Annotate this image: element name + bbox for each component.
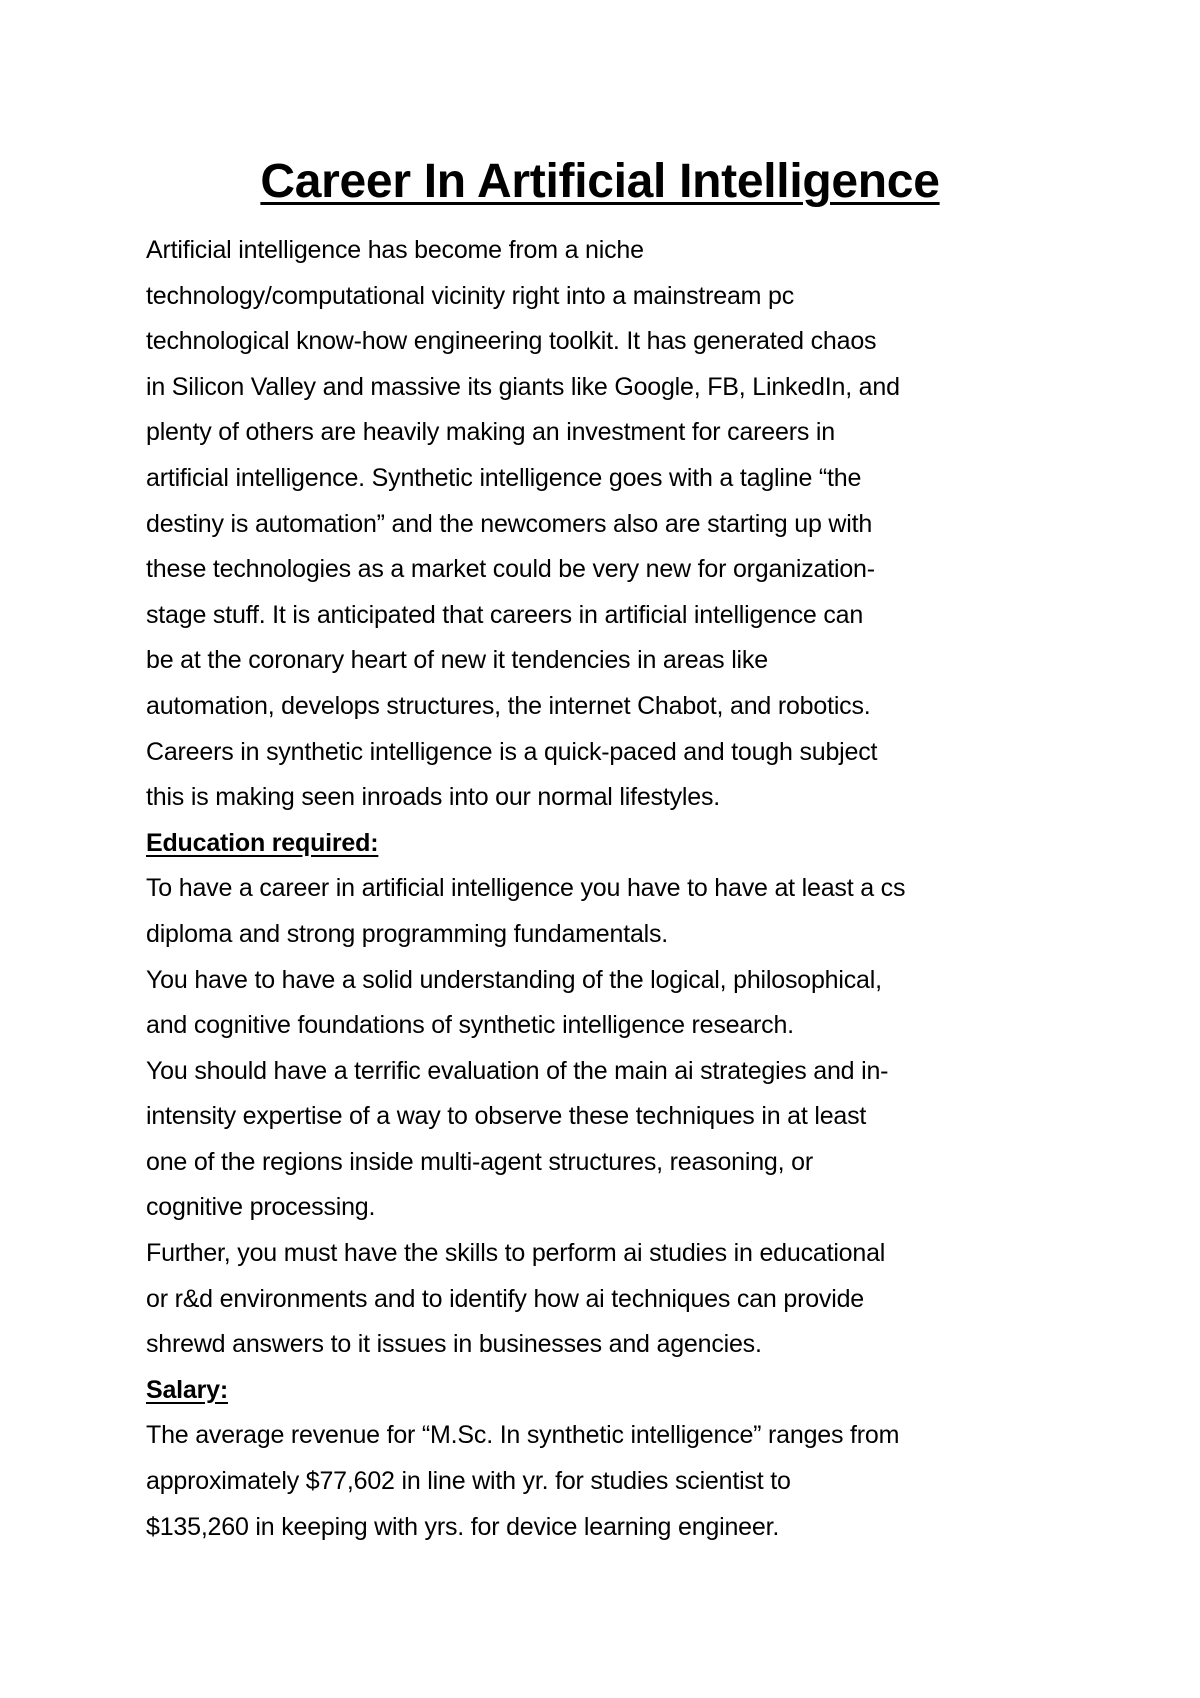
text-line: $135,260 in keeping with yrs. for device learning engineer.: [146, 1512, 780, 1541]
text-line: Artificial intelligence has become from a niche: [146, 236, 644, 264]
education-paragraph-2: [146, 958, 1066, 1049]
text-line: these technologies as a market could be very new for organization-: [146, 555, 875, 584]
education-heading: Education required:: [146, 828, 379, 857]
text-line: stage stuff. It is anticipated that careers in artificial intelligence can: [146, 600, 864, 629]
text-line: in Silicon Valley and massive its giants like Google, FB, LinkedIn, and: [146, 372, 900, 401]
text-line: technology/computational vicinity right into a mainstream pc: [146, 281, 795, 310]
text-line: approximately $77,602 in line with yr. for studies scientist to: [146, 1467, 791, 1496]
text-line: Further, you must have the skills to perform ai studies in educational: [146, 1239, 886, 1268]
text-line: diploma and strong programming fundamentals.: [146, 919, 669, 948]
document-title: Career In Artificial Intelligence: [260, 155, 940, 208]
text-line: or r&d environments and to identify how ai techniques can provide: [146, 1284, 864, 1313]
text-line: You have to have a solid understanding of the logical, philosophical,: [146, 965, 882, 994]
text-line: The average revenue for “M.Sc. In synthetic intelligence” ranges from: [146, 1421, 900, 1450]
text-line: Careers in synthetic intelligence is a quick-paced and tough subject: [146, 737, 878, 766]
text-line: intensity expertise of a way to observe these techniques in at least: [146, 1102, 867, 1131]
text-line: and cognitive foundations of synthetic intelligence research.: [146, 1011, 794, 1040]
salary-heading: Salary:: [146, 1375, 228, 1404]
intro-paragraph: [146, 228, 1066, 821]
text-line: To have a career in artificial intelligence you have to have at least a cs: [146, 874, 906, 903]
education-paragraph-1: [146, 866, 1066, 957]
text-line: You should have a terrific evaluation of the main ai strategies and in-: [146, 1056, 889, 1085]
text-line: cognitive processing.: [146, 1193, 376, 1222]
salary-paragraph: [146, 1413, 1066, 1550]
text-line: plenty of others are heavily making an investment for careers in: [146, 418, 835, 447]
text-line: technological know-how engineering toolkit. It has generated chaos: [146, 327, 877, 356]
education-paragraph-3: [146, 1049, 1066, 1231]
text-line: automation, develops structures, the internet Chabot, and robotics.: [146, 691, 871, 720]
document-body: [146, 228, 1066, 1550]
text-line: be at the coronary heart of new it tendencies in areas like: [146, 646, 768, 675]
text-line: destiny is automation” and the newcomers also are starting up with: [146, 509, 873, 538]
text-line: one of the regions inside multi-agent structures, reasoning, or: [146, 1147, 813, 1176]
education-paragraph-4: [146, 1231, 1066, 1368]
text-line: shrewd answers to it issues in businesses and agencies.: [146, 1330, 762, 1359]
text-line: this is making seen inroads into our normal lifestyles.: [146, 783, 720, 812]
text-line: artificial intelligence. Synthetic intelligence goes with a tagline “the: [146, 463, 862, 492]
